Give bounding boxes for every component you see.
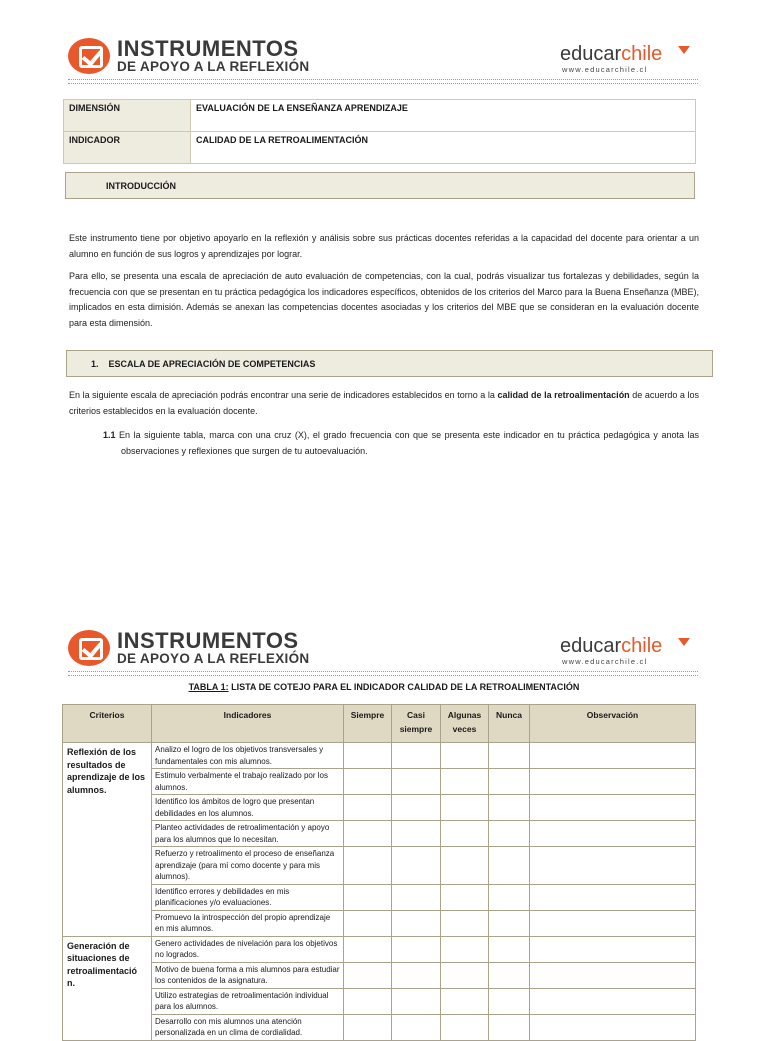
- brand-url: www.educarchile.cl: [562, 65, 648, 74]
- table-row: [63, 884, 696, 910]
- col-criterios: Criterios: [63, 705, 152, 743]
- checklist-table: [62, 704, 696, 1041]
- nunca-cell[interactable]: [489, 962, 530, 988]
- siempre-cell[interactable]: [344, 936, 392, 962]
- casi-siempre-cell[interactable]: [392, 1014, 441, 1040]
- algunas-veces-cell[interactable]: [441, 821, 489, 847]
- table-row: [63, 769, 696, 795]
- siempre-cell[interactable]: [344, 884, 392, 910]
- table-row: [63, 847, 696, 885]
- algunas-veces-cell[interactable]: [441, 743, 489, 769]
- nunca-cell[interactable]: [489, 936, 530, 962]
- table-row: [63, 910, 696, 936]
- intro-heading: INTRODUCCIÓN: [106, 181, 176, 191]
- siempre-cell[interactable]: [344, 769, 392, 795]
- observacion-cell[interactable]: [530, 821, 696, 847]
- section1-text-b: de acuerdo a los criterios establecidos en la evaluación docente.: [69, 390, 700, 416]
- logo-subtitle: DE APOYO A LA REFLEXIÓN: [117, 651, 310, 666]
- indicador-cell: Planteo actividades de retroalimentación y apoyo para los alumnos que lo necesitan.: [152, 821, 344, 847]
- logo-title: INSTRUMENTOS: [117, 628, 299, 653]
- casi-siempre-cell[interactable]: [392, 988, 441, 1014]
- page-header: [68, 38, 700, 98]
- indicador-cell: Estimulo verbalmente el trabajo realizado por los alumnos.: [152, 769, 344, 795]
- section1-heading-box: [66, 350, 713, 377]
- siempre-cell[interactable]: [344, 821, 392, 847]
- brand-arrow-icon: [678, 638, 690, 646]
- table-row: [63, 962, 696, 988]
- intro-heading-box: [65, 172, 695, 199]
- brand-name-accent: chile: [621, 635, 663, 657]
- brand-name-accent: chile: [621, 43, 663, 65]
- siempre-cell[interactable]: [344, 988, 392, 1014]
- table-row: [63, 743, 696, 769]
- observacion-cell[interactable]: [530, 847, 696, 885]
- siempre-cell[interactable]: [344, 910, 392, 936]
- nunca-cell[interactable]: [489, 743, 530, 769]
- casi-siempre-cell[interactable]: [392, 743, 441, 769]
- casi-siempre-cell[interactable]: [392, 847, 441, 885]
- brand-arrow-icon: [678, 46, 690, 54]
- table-row: [63, 821, 696, 847]
- observacion-cell[interactable]: [530, 743, 696, 769]
- subsection-text: En la siguiente tabla, marca con una cruz (X), el grado frecuencia con que se presenta este indicador en tu práctica pedagógica y anota las observaciones y reflexiones que surgen de tu autoevaluación.: [115, 430, 699, 456]
- algunas-veces-cell[interactable]: [441, 988, 489, 1014]
- col-casi-siempre-l1: Casi: [407, 710, 425, 720]
- header-divider: [68, 671, 698, 676]
- casi-siempre-cell[interactable]: [392, 962, 441, 988]
- intro-paragraph-1: Este instrumento tiene por objetivo apoyarlo en la reflexión y análisis sobre sus prácticas docentes referidas a la capacidad del docente para orientar a un alumno en función de sus logros y aprendizajes por lograr.: [69, 233, 699, 259]
- siempre-cell[interactable]: [344, 962, 392, 988]
- nunca-cell[interactable]: [489, 769, 530, 795]
- observacion-cell[interactable]: [530, 884, 696, 910]
- col-observacion: Observación: [530, 705, 696, 743]
- table-caption-text: LISTA DE COTEJO PARA EL INDICADOR CALIDAD DE LA RETROALIMENTACIÓN: [228, 682, 580, 692]
- indicador-cell: Refuerzo y retroalimento el proceso de enseñanza aprendizaje (para mí como docente y para mis alumnos).: [152, 847, 344, 885]
- educarchile-logo: [560, 43, 700, 79]
- siempre-cell[interactable]: [344, 1014, 392, 1040]
- algunas-veces-cell[interactable]: [441, 936, 489, 962]
- table-row: [63, 988, 696, 1014]
- brand-url: www.educarchile.cl: [562, 657, 648, 666]
- indicador-cell: Motivo de buena forma a mis alumnos para estudiar los contenidos de la asignatura.: [152, 962, 344, 988]
- algunas-veces-cell[interactable]: [441, 884, 489, 910]
- siempre-cell[interactable]: [344, 847, 392, 885]
- casi-siempre-cell[interactable]: [392, 769, 441, 795]
- indicador-cell: Promuevo la introspección del propio aprendizaje en mis alumnos.: [152, 910, 344, 936]
- casi-siempre-cell[interactable]: [392, 936, 441, 962]
- page2-header: [68, 630, 700, 690]
- nunca-cell[interactable]: [489, 988, 530, 1014]
- subsection-number: 1.1: [103, 430, 116, 440]
- casi-siempre-cell[interactable]: [392, 910, 441, 936]
- nunca-cell[interactable]: [489, 910, 530, 936]
- nunca-cell[interactable]: [489, 1014, 530, 1040]
- indicador-cell: Identifico errores y debilidades en mis planificaciones y/o evaluaciones.: [152, 884, 344, 910]
- algunas-veces-cell[interactable]: [441, 795, 489, 821]
- info-table: [63, 99, 696, 164]
- checkmark-logo-icon: [68, 38, 110, 74]
- indicador-cell: Genero actividades de nivelación para los objetivos no logrados.: [152, 936, 344, 962]
- section1-text-bold: calidad de la retroalimentación: [497, 390, 630, 400]
- col-algunas-veces: [441, 705, 489, 743]
- logo-subtitle: DE APOYO A LA REFLEXIÓN: [117, 59, 310, 74]
- logo-title: INSTRUMENTOS: [117, 36, 299, 61]
- indicador-cell: Identifico los ámbitos de logro que presentan debilidades en los alumnos.: [152, 795, 344, 821]
- col-casi-siempre-l2: siempre: [399, 724, 433, 734]
- subsection-1-1: [103, 428, 699, 459]
- criterio-cell: Reflexión de los resultados de aprendizaje de los alumnos.: [63, 743, 152, 937]
- indicador-cell: Analizo el logro de los objetivos transversales y fundamentales con mis alumnos.: [152, 743, 344, 769]
- dimension-value: EVALUACIÓN DE LA ENSEÑANZA APRENDIZAJE: [191, 100, 696, 132]
- section1-heading: 1. ESCALA DE APRECIACIÓN DE COMPETENCIAS: [91, 359, 316, 369]
- col-algunas-veces-l2: veces: [452, 724, 477, 734]
- siempre-cell[interactable]: [344, 743, 392, 769]
- brand-name: educar: [560, 635, 622, 657]
- table-row: [63, 936, 696, 962]
- table-row: [63, 795, 696, 821]
- casi-siempre-cell[interactable]: [392, 795, 441, 821]
- nunca-cell[interactable]: [489, 821, 530, 847]
- observacion-cell[interactable]: [530, 910, 696, 936]
- intro-paragraph-2: Para ello, se presenta una escala de apreciación de auto evaluación de competencias, con la cual, podrás visualizar tus fortalezas y debilidades, según la frecuencia con que se presentan en tu práctica pedagógica los indicadores específicos, obtenidos de los criterios del Marco para la Buena Enseñanza (MBE), implicados en esta dimisión. Además se anexan las competencias docentes asociadas y los criterios del MBE que se consideran en la evaluación docente para esta dimensión.: [69, 271, 699, 328]
- casi-siempre-cell[interactable]: [392, 884, 441, 910]
- brand-name: educar: [560, 43, 622, 65]
- algunas-veces-cell[interactable]: [441, 1014, 489, 1040]
- observacion-cell[interactable]: [530, 988, 696, 1014]
- algunas-veces-cell[interactable]: [441, 910, 489, 936]
- section1-paragraph: [69, 388, 699, 419]
- col-indicadores: Indicadores: [152, 705, 344, 743]
- nunca-cell[interactable]: [489, 795, 530, 821]
- table-caption-label: TABLA 1:: [188, 682, 229, 692]
- col-siempre: Siempre: [344, 705, 392, 743]
- observacion-cell[interactable]: [530, 962, 696, 988]
- table-row: [63, 1014, 696, 1040]
- indicator-label: INDICADOR: [64, 132, 191, 164]
- algunas-veces-cell[interactable]: [441, 847, 489, 885]
- nunca-cell[interactable]: [489, 847, 530, 885]
- observacion-cell[interactable]: [530, 936, 696, 962]
- criterio-cell: Generación de situaciones de retroalimentació n.: [63, 936, 152, 1040]
- header-divider: [68, 79, 698, 84]
- section1-text-a: En la siguiente escala de apreciación podrás encontrar una serie de indicadores establecidos en torno a la: [69, 390, 498, 400]
- algunas-veces-cell[interactable]: [441, 769, 489, 795]
- indicador-cell: Utilizo estrategias de retroalimentación individual para los alumnos.: [152, 988, 344, 1014]
- algunas-veces-cell[interactable]: [441, 962, 489, 988]
- nunca-cell[interactable]: [489, 884, 530, 910]
- observacion-cell[interactable]: [530, 769, 696, 795]
- col-nunca: Nunca: [489, 705, 530, 743]
- dimension-label: DIMENSIÓN: [64, 100, 191, 132]
- educarchile-logo: [560, 635, 700, 671]
- indicator-value: CALIDAD DE LA RETROALIMENTACIÓN: [191, 132, 696, 164]
- indicador-cell: Desarrollo con mis alumnos una atención personalizada en un clima de cordialidad.: [152, 1014, 344, 1040]
- observacion-cell[interactable]: [530, 1014, 696, 1040]
- observacion-cell[interactable]: [530, 795, 696, 821]
- checkmark-logo-icon: [68, 630, 110, 666]
- table-caption: [0, 682, 768, 692]
- col-algunas-veces-l1: Algunas: [447, 710, 482, 720]
- casi-siempre-cell[interactable]: [392, 821, 441, 847]
- siempre-cell[interactable]: [344, 795, 392, 821]
- col-casi-siempre: [392, 705, 441, 743]
